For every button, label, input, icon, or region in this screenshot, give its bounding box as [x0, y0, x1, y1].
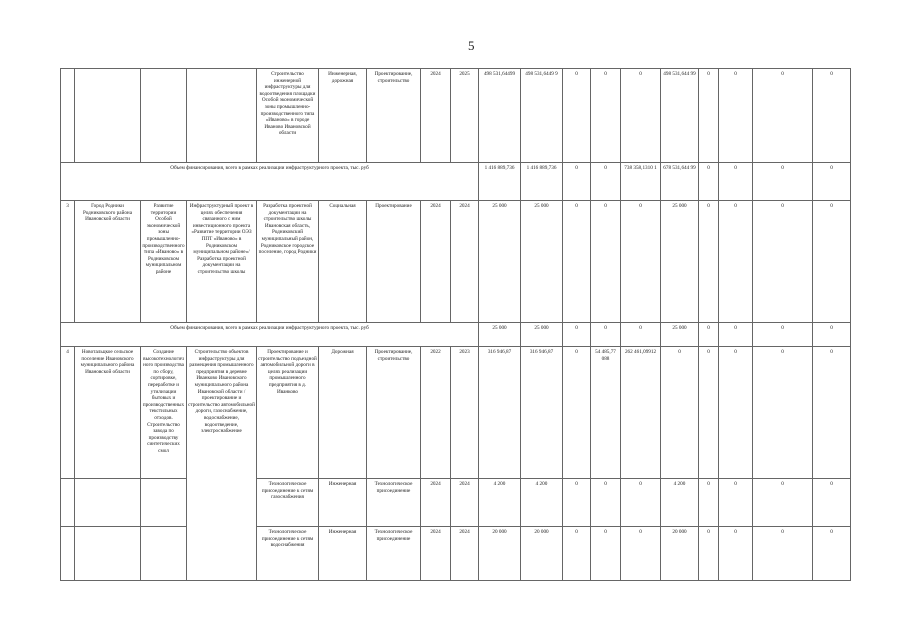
table-row	[61, 479, 851, 527]
cell-col-18: 0	[753, 201, 813, 323]
cell-infrastructure-project	[187, 69, 257, 163]
cell-investment-project: Создание высокотехнологичного производства по сбору, сортировке, переработке и утилизации бытовых и производственных текстильных отходов. Строительство завода по производству синтетических смол	[141, 347, 187, 479]
cell-infrastructure-project: Инфраструктурный проект в целях обеспечения связанного с ним инвестиционного проекта «Развитие территории ОЭЗ ППТ «Иваново» в Родниковском муниципальном районе»/Разработка проектной документации на строительство школы	[187, 201, 257, 323]
cell-federal-budget: 0	[563, 69, 591, 163]
summary-row	[61, 323, 851, 347]
cell-col-19: 0	[813, 479, 851, 527]
summary-federal-budget: 0	[563, 163, 591, 201]
cell-municipality	[75, 479, 141, 527]
cell-investment-project	[141, 479, 187, 527]
cell-col-18: 0	[753, 69, 813, 163]
summary-col-18: 0	[753, 163, 813, 201]
cell-federal-budget: 0	[563, 527, 591, 581]
cell-object-type: Дорожная	[319, 347, 367, 479]
cell-number	[61, 479, 75, 527]
cell-total-cost: 316 946,87	[479, 347, 521, 479]
cell-object: Технологическое присоединение к сетям водоснабжения	[257, 527, 319, 581]
summary-local-budget: 0	[621, 323, 661, 347]
summary-label: Объем финансирования, всего в рамках реализации инфраструктурного проекта, тыс. руб	[61, 323, 479, 347]
cell-col-19: 0	[813, 201, 851, 323]
cell-federal-budget: 0	[563, 347, 591, 479]
cell-work-type: Технологическое присоединение	[367, 527, 421, 581]
cell-col-19: 0	[813, 347, 851, 479]
summary-funding-total: 1 416 889,736	[521, 163, 563, 201]
cell-municipality: Новотальцкое сельское поселение Ивановского муниципального района Ивановской области	[75, 347, 141, 479]
cell-object: Разработка проектной документации на строительство школы Ивановская область, Родниковский муниципальный район, Родниковское городское поселение, город Родники	[257, 201, 319, 323]
cell-col-16: 0	[699, 347, 719, 479]
cell-col-18: 0	[753, 479, 813, 527]
summary-col-17: 0	[719, 323, 753, 347]
cell-start-year: 2024	[421, 479, 451, 527]
cell-extrabudgetary: 498 531,644 99	[661, 69, 699, 163]
cell-extrabudgetary: 4 200	[661, 479, 699, 527]
cell-regional-budget: 0	[591, 201, 621, 323]
cell-municipality	[75, 527, 141, 581]
cell-col-17: 0	[719, 479, 753, 527]
cell-number: 4	[61, 347, 75, 479]
cell-total-cost: 498 531,64499	[479, 69, 521, 163]
cell-end-year: 2023	[451, 347, 479, 479]
table-row	[61, 347, 851, 479]
cell-end-year: 2024	[451, 527, 479, 581]
cell-municipality	[75, 69, 141, 163]
summary-col-17: 0	[719, 163, 753, 201]
cell-number: 3	[61, 201, 75, 323]
cell-work-type: Проектирование	[367, 201, 421, 323]
cell-start-year: 2022	[421, 347, 451, 479]
cell-extrabudgetary: 20 000	[661, 527, 699, 581]
cell-funding-total: 498 531,6449 9	[521, 69, 563, 163]
cell-col-16: 0	[699, 69, 719, 163]
cell-object: Строительство инженерной инфраструктуры для водоотведения площадки Особой экономической зоны промышленно-производственного типа «Иваново» в городе Иваново Ивановской области	[257, 69, 319, 163]
cell-total-cost: 25 000	[479, 201, 521, 323]
table-row	[61, 527, 851, 581]
cell-investment-project: Развитие территории Особой экономической зоны промышленно-производственного типа «Иваново» в Родниковском муниципальном районе	[141, 201, 187, 323]
summary-regional-budget: 0	[591, 163, 621, 201]
cell-col-17: 0	[719, 527, 753, 581]
summary-row	[61, 163, 851, 201]
cell-investment-project	[141, 69, 187, 163]
cell-work-type: Проектирование, строительство	[367, 69, 421, 163]
summary-funding-total: 25 000	[521, 323, 563, 347]
cell-number	[61, 527, 75, 581]
cell-end-year: 2024	[451, 201, 479, 323]
cell-regional-budget: 0	[591, 69, 621, 163]
cell-start-year: 2024	[421, 201, 451, 323]
cell-infrastructure-project: Строительство объектов инфраструктуры для размещения промышленного предприятия в деревне Иванково Ивановского муниципального района Ивановской области / проектирование и строительство автомобильной дороги, газоснабжение, водоснабжение, водоотведение, электроснабжение	[187, 347, 257, 581]
cell-end-year: 2025	[451, 69, 479, 163]
cell-local-budget: 0	[621, 69, 661, 163]
summary-col-16: 0	[699, 323, 719, 347]
cell-investment-project	[141, 527, 187, 581]
summary-col-18: 0	[753, 323, 813, 347]
table-row	[61, 201, 851, 323]
cell-col-17: 0	[719, 201, 753, 323]
cell-work-type: Проектирование, строительство	[367, 347, 421, 479]
cell-total-cost: 4 200	[479, 479, 521, 527]
summary-regional-budget: 0	[591, 323, 621, 347]
cell-funding-total: 4 200	[521, 479, 563, 527]
cell-start-year: 2024	[421, 527, 451, 581]
summary-local-budget: 738 358,1310 1	[621, 163, 661, 201]
cell-object-type: Инженерная, дорожная	[319, 69, 367, 163]
cell-municipality: Город Родники Родниковского района Ивановской области	[75, 201, 141, 323]
cell-object: Технологическое присоединение к сетям газоснабжения	[257, 479, 319, 527]
cell-col-19: 0	[813, 527, 851, 581]
cell-federal-budget: 0	[563, 479, 591, 527]
cell-col-16: 0	[699, 479, 719, 527]
cell-funding-total: 20 000	[521, 527, 563, 581]
cell-col-17: 0	[719, 69, 753, 163]
cell-funding-total: 316 946,87	[521, 347, 563, 479]
cell-object-type: Социальная	[319, 201, 367, 323]
cell-work-type: Технологическое присоединение	[367, 479, 421, 527]
cell-regional-budget: 0	[591, 527, 621, 581]
cell-object-type: Инженерная	[319, 479, 367, 527]
cell-federal-budget: 0	[563, 201, 591, 323]
cell-col-18: 0	[753, 527, 813, 581]
summary-col-19: 0	[813, 163, 851, 201]
summary-total-cost: 25 000	[479, 323, 521, 347]
cell-object: Проектирование и строительство подъездной автомобильной дороги в целях реализации промышленного предприятия в д. Иванково	[257, 347, 319, 479]
cell-col-16: 0	[699, 201, 719, 323]
cell-number	[61, 69, 75, 163]
cell-start-year: 2024	[421, 69, 451, 163]
table-row	[61, 69, 851, 163]
cell-total-cost: 20 000	[479, 527, 521, 581]
cell-object-type: Инженерная	[319, 527, 367, 581]
cell-col-18: 0	[753, 347, 813, 479]
summary-col-19: 0	[813, 323, 851, 347]
cell-col-16: 0	[699, 527, 719, 581]
cell-local-budget: 0	[621, 479, 661, 527]
cell-regional-budget: 0	[591, 479, 621, 527]
cell-local-budget: 0	[621, 201, 661, 323]
summary-extrabudgetary: 25 000	[661, 323, 699, 347]
cell-local-budget: 0	[621, 527, 661, 581]
cell-funding-total: 25 000	[521, 201, 563, 323]
cell-extrabudgetary: 25 000	[661, 201, 699, 323]
summary-extrabudgetary: 678 531,644 99	[661, 163, 699, 201]
summary-col-16: 0	[699, 163, 719, 201]
cell-regional-budget: 54 485,77 088	[591, 347, 621, 479]
cell-col-17: 0	[719, 347, 753, 479]
cell-local-budget: 262 461,09912	[621, 347, 661, 479]
cell-extrabudgetary: 0	[661, 347, 699, 479]
infrastructure-projects-table	[60, 68, 851, 581]
cell-end-year: 2024	[451, 479, 479, 527]
cell-col-19: 0	[813, 69, 851, 163]
page-number: 5	[468, 38, 475, 53]
summary-federal-budget: 0	[563, 323, 591, 347]
summary-label: Объем финансирования, всего в рамках реализации инфраструктурного проекта, тыс. руб	[61, 163, 479, 201]
summary-total-cost: 1 416 889,736	[479, 163, 521, 201]
